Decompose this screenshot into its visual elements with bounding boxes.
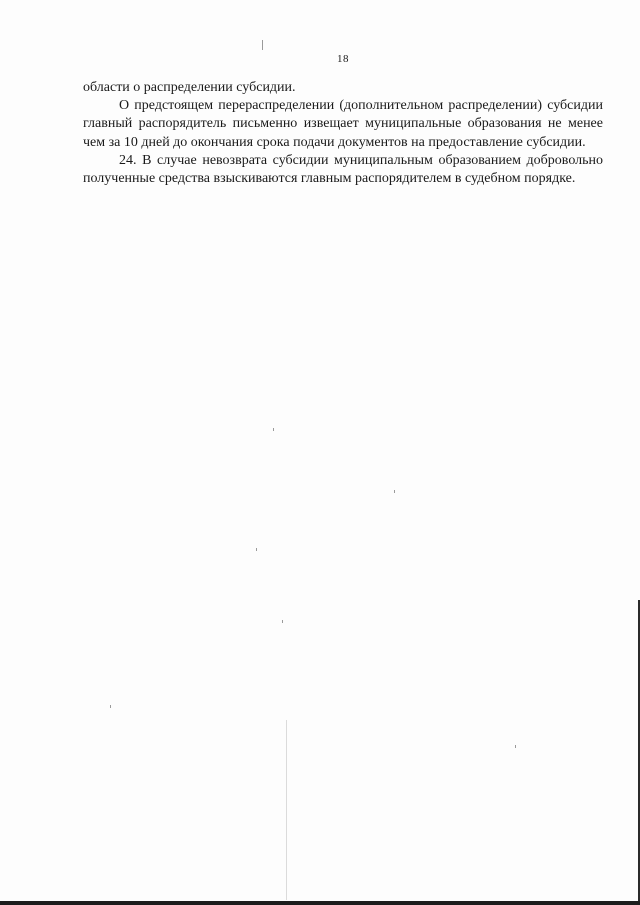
scan-artifact [282, 620, 283, 623]
page-number: 18 [337, 53, 349, 65]
scan-artifact [256, 548, 257, 551]
paragraph-continuation: области о распределении субсидии. [83, 80, 296, 95]
scan-bottom-edge [0, 901, 640, 905]
scan-artifact [394, 490, 395, 493]
scan-artifact [110, 705, 111, 708]
paragraph-redistribution-notice: О предстоящем перераспределении (дополнительном распределении) субсидии главный распорядитель письменно извещает муниципальные образования не менее чем за 10 дней до окончания срока подачи документов на предоставление субсидии. [83, 98, 603, 150]
paragraph-24-non-return: 24. В случае невозврата субсидии муниципальным образованием добровольно полученные средства взыскиваются главным распорядителем в судебном порядке. [83, 152, 603, 187]
scan-artifact [273, 428, 274, 431]
document-body [83, 79, 603, 188]
scan-artifact [286, 720, 287, 900]
scan-artifact [515, 745, 516, 748]
scan-artifact [262, 40, 263, 50]
